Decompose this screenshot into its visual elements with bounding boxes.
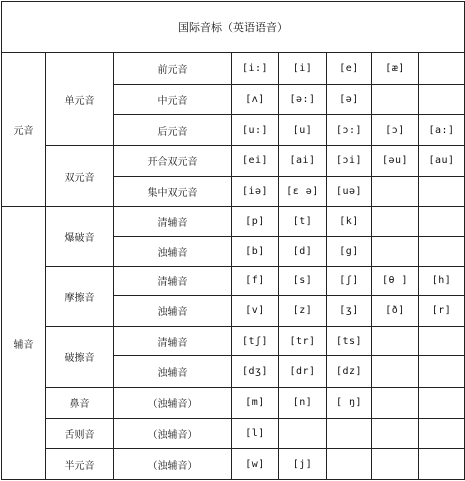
subtype-label: 浊辅音 xyxy=(114,356,232,388)
ipa-symbol xyxy=(372,326,419,356)
ipa-symbol xyxy=(372,236,419,266)
ipa-symbol: [i:] xyxy=(232,53,279,85)
ipa-symbol: [au] xyxy=(419,146,465,177)
group-plosives: 爆破音 xyxy=(46,207,114,266)
ipa-symbol: [ə:] xyxy=(279,84,327,115)
ipa-symbol: [ʃ] xyxy=(327,266,372,296)
ipa-symbol: [ei] xyxy=(232,146,279,177)
subtype-label: 前元音 xyxy=(114,53,232,85)
ipa-symbol xyxy=(419,449,465,480)
ipa-symbol: [a:] xyxy=(419,115,465,146)
ipa-symbol: [dz] xyxy=(327,356,372,388)
ipa-symbol: [g] xyxy=(327,236,372,266)
ipa-symbol xyxy=(419,176,465,207)
ipa-symbol: [ɔ] xyxy=(372,115,419,146)
ipa-table xyxy=(1,1,465,480)
group-fricatives: 摩擦音 xyxy=(46,266,114,326)
ipa-symbol xyxy=(419,418,465,449)
subtype-label: 集中双元音 xyxy=(114,176,232,207)
subtype-label: 浊辅音 xyxy=(114,296,232,327)
ipa-symbol: [u] xyxy=(279,115,327,146)
ipa-symbol xyxy=(327,449,372,480)
subtype-label: 中元音 xyxy=(114,84,232,115)
ipa-symbol: [ɔ:] xyxy=(327,115,372,146)
ipa-symbol xyxy=(279,418,327,449)
ipa-symbol xyxy=(372,207,419,237)
ipa-symbol: [æ] xyxy=(372,53,419,85)
ipa-symbol: [r] xyxy=(419,296,465,327)
ipa-symbol: [iə] xyxy=(232,176,279,207)
subtype-label: 清辅音 xyxy=(114,207,232,237)
category-consonants: 辅音 xyxy=(2,207,46,480)
ipa-symbol: [ɔi] xyxy=(327,146,372,177)
ipa-symbol: [ɛ ə] xyxy=(279,176,327,207)
ipa-symbol: [t] xyxy=(279,207,327,237)
ipa-symbol: [i] xyxy=(279,53,327,85)
ipa-symbol: [əu] xyxy=(372,146,419,177)
ipa-symbol: [s] xyxy=(279,266,327,296)
ipa-symbol: [n] xyxy=(279,388,327,419)
subtype-label: 开合双元音 xyxy=(114,146,232,177)
ipa-symbol xyxy=(372,356,419,388)
table-title: 国际音标（英语语音） xyxy=(2,2,465,53)
ipa-symbol: [v] xyxy=(232,296,279,327)
ipa-symbol xyxy=(419,53,465,85)
ipa-symbol: [k] xyxy=(327,207,372,237)
ipa-symbol xyxy=(419,84,465,115)
ipa-symbol: [d] xyxy=(279,236,327,266)
group-nasals: 鼻音 xyxy=(46,388,114,419)
ipa-symbol: [p] xyxy=(232,207,279,237)
ipa-symbol xyxy=(372,84,419,115)
category-vowels: 元音 xyxy=(2,53,46,207)
subtype-label: 清辅音 xyxy=(114,326,232,356)
subtype-label: 清辅音 xyxy=(114,266,232,296)
ipa-symbol: [ts] xyxy=(327,326,372,356)
ipa-symbol xyxy=(419,236,465,266)
subtype-label: （浊辅音） xyxy=(114,449,232,480)
ipa-symbol xyxy=(372,449,419,480)
subtype-label: （浊辅音） xyxy=(114,418,232,449)
ipa-symbol xyxy=(419,207,465,237)
ipa-symbol: [m] xyxy=(232,388,279,419)
ipa-symbol: [u:] xyxy=(232,115,279,146)
ipa-symbol: [l] xyxy=(232,418,279,449)
ipa-symbol: [ʌ] xyxy=(232,84,279,115)
ipa-symbol: [b] xyxy=(232,236,279,266)
ipa-symbol: [w] xyxy=(232,449,279,480)
ipa-symbol xyxy=(372,176,419,207)
group-semivowels: 半元音 xyxy=(46,449,114,480)
ipa-symbol xyxy=(327,418,372,449)
ipa-symbol xyxy=(419,356,465,388)
ipa-symbol: [uə] xyxy=(327,176,372,207)
ipa-symbol: [j] xyxy=(279,449,327,480)
ipa-symbol: [ ŋ] xyxy=(327,388,372,419)
ipa-symbol: [ə] xyxy=(327,84,372,115)
subtype-label: （浊辅音） xyxy=(114,388,232,419)
ipa-symbol: [dʒ] xyxy=(232,356,279,388)
ipa-symbol: [θ ] xyxy=(372,266,419,296)
ipa-symbol: [ʒ] xyxy=(327,296,372,327)
ipa-symbol xyxy=(372,418,419,449)
group-lateral: 舌则音 xyxy=(46,418,114,449)
ipa-symbol: [ai] xyxy=(279,146,327,177)
subtype-label: 后元音 xyxy=(114,115,232,146)
ipa-symbol xyxy=(419,388,465,419)
group-monophthongs: 单元音 xyxy=(46,53,114,146)
ipa-symbol xyxy=(419,326,465,356)
ipa-symbol: [h] xyxy=(419,266,465,296)
ipa-symbol: [dr] xyxy=(279,356,327,388)
ipa-symbol xyxy=(372,388,419,419)
subtype-label: 浊辅音 xyxy=(114,236,232,266)
group-affricates: 破擦音 xyxy=(46,326,114,387)
group-diphthongs: 双元音 xyxy=(46,146,114,207)
ipa-symbol: [f] xyxy=(232,266,279,296)
ipa-symbol: [tr] xyxy=(279,326,327,356)
ipa-symbol: [e] xyxy=(327,53,372,85)
ipa-symbol: [ð] xyxy=(372,296,419,327)
ipa-symbol: [tʃ] xyxy=(232,326,279,356)
ipa-symbol: [z] xyxy=(279,296,327,327)
